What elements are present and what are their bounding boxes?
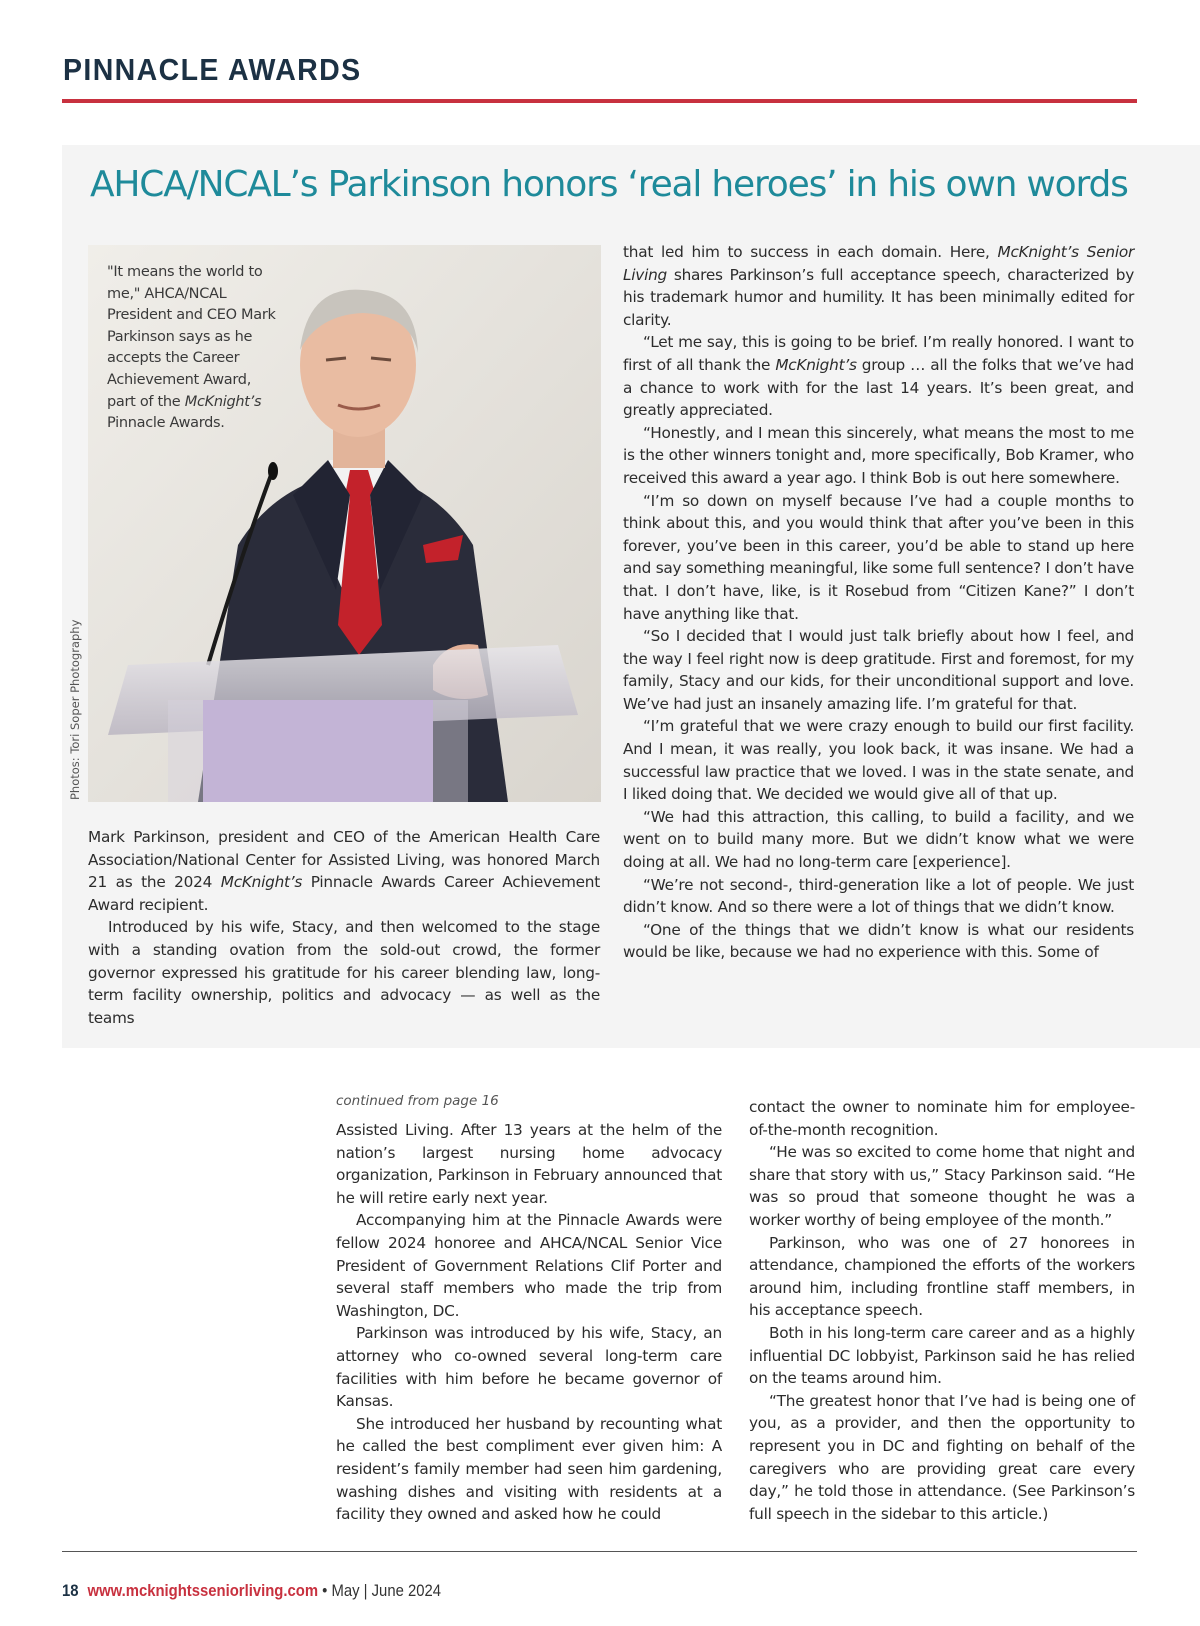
- website-link[interactable]: www.mcknightsseniorliving.com: [87, 1582, 319, 1600]
- article-paragraph: “He was so excited to come home that night and share that story with us,” Stacy Parkinson said. “He was so proud that someone thought he was a worker worthy of being employee of the month.”: [749, 1143, 1135, 1229]
- sidebar-paragraph: “So I decided that I would just talk briefly about how I feel, and the way I feel right now is deep gratitude. First and foremost, for my family, Stacy and our kids, for their unconditional support and love. We’ve had just an insanely amazing life. I’m grateful for that.: [623, 627, 1134, 713]
- sidebar-column-right: [623, 241, 1134, 964]
- article-paragraph: Parkinson was introduced by his wife, Stacy, an attorney who co-owned several long-term care facilities with him before he became governor of Kansas.: [336, 1324, 722, 1411]
- photo-caption: "It means the world to me," AHCA/NCAL President and CEO Mark Parkinson says as he accepts the Career Achievement Award, part of the McKnight’s Pinnacle Awards.: [107, 264, 276, 432]
- sidebar-paragraph: “I’m so down on myself because I’ve had a couple months to think about this, and you would think that after you’ve been in this forever, you’ve been in this career, you’d be able to stand up here and say something meaningful, like some full sentence? I don’t have that. I don’t have, like, is it Rosebud from “Citizen Kane?” I don’t have anything like that.: [623, 491, 1134, 623]
- article-paragraph: She introduced her husband by recounting what he called the best compliment ever given him: A resident’s family member had seen him gardening, washing dishes and visiting with residents at a facility they owned and asked how he could: [336, 1414, 722, 1524]
- article-paragraph: “The greatest honor that I’ve had is being one of you, as a provider, and then the opportunity to represent you in DC and fighting on behalf of the caregivers who are providing great care every day,” he told those in attendance. (See Parkinson’s full speech in the sidebar to this article.): [749, 1391, 1135, 1523]
- sidebar-paragraph: “We had this attraction, this calling, to build a facility, and we went on to build many more. But we didn’t know what we were doing at all. We had no long-term care [experience].: [623, 807, 1134, 872]
- article-column-right: [749, 1096, 1135, 1525]
- article-paragraph: Parkinson, who was one of 27 honorees in attendance, championed the efforts of the workers around him, including frontline staff members, in his acceptance speech.: [749, 1233, 1135, 1320]
- issue-date: • May | June 2024: [318, 1582, 441, 1600]
- page-footer: [62, 1582, 441, 1601]
- sidebar-paragraph: Introduced by his wife, Stacy, and then welcomed to the stage with a standing ovation from the sold-out crowd, the former governor expressed his gratitude for his career blending law, long-term facility ownership, politics and advocacy — as well as the teams: [88, 918, 600, 1027]
- sidebar-headline: AHCA/NCAL’s Parkinson honors ‘real heroes’ in his own words: [90, 164, 1128, 205]
- photo-credit: Photos: Tori Soper Photography: [68, 619, 82, 800]
- sidebar-column-left: [88, 826, 600, 1029]
- sidebar-paragraph: that led him to success in each domain. Here, McKnight’s Senior Living shares Parkinson’s full acceptance speech, characterized by his trademark humor and humility. It has been minimally edited for clarity.: [623, 243, 1134, 329]
- top-divider: [62, 99, 1137, 103]
- continued-from-note: continued from page 16: [336, 1093, 499, 1109]
- sidebar-paragraph: “We’re not second-, third-generation like a lot of people. We just didn’t know. And so there were a lot of things that we didn’t know.: [623, 875, 1134, 917]
- sidebar-paragraph: Mark Parkinson, president and CEO of the American Health Care Association/National Center for Assisted Living, was honored March 21 as the 2024 McKnight’s Pinnacle Awards Career Achievement Award recipient.: [88, 828, 600, 914]
- sidebar-paragraph: “Honestly, and I mean this sincerely, what means the most to me is the other winners tonight and, more specifically, Bob Kramer, who received this award a year ago. I think Bob is out here somewhere.: [623, 423, 1134, 487]
- article-paragraph: Accompanying him at the Pinnacle Awards were fellow 2024 honoree and AHCA/NCAL Senior Vice President of Government Relations Clif Porter and several staff members who made the trip from Washington, DC.: [336, 1211, 722, 1320]
- article-paragraph: Both in his long-term care career and as a highly influential DC lobbyist, Parkinson said he has relied on the teams around him.: [749, 1323, 1135, 1388]
- section-title: PINNACLE AWARDS: [63, 52, 362, 87]
- sidebar-paragraph: “I’m grateful that we were crazy enough to build our first facility. And I mean, it was really, you look back, it was insane. We had a successful law practice that we loved. I was in the state senate, and I liked doing that. We decided we would give all of that up.: [623, 717, 1134, 804]
- article-paragraph: contact the owner to nominate him for employee-of-the-month recognition.: [749, 1098, 1135, 1139]
- article-paragraph: Assisted Living. After 13 years at the helm of the nation’s largest nursing home advocacy organization, Parkinson in February announced that he will retire early next year.: [336, 1121, 722, 1207]
- sidebar-paragraph: “Let me say, this is going to be brief. I’m really honored. I want to first of all thank the McKnight’s group … all the folks that we’ve had a chance to work with for the last 14 years. It’s been great, and greatly appreciated.: [623, 333, 1135, 420]
- footer-divider: [62, 1551, 1137, 1552]
- sidebar-paragraph: “One of the things that we didn’t know is what our residents would be like, because we had no experience with this. Some of: [623, 920, 1134, 962]
- page-number: 18: [62, 1582, 79, 1600]
- article-column-left: [336, 1119, 722, 1526]
